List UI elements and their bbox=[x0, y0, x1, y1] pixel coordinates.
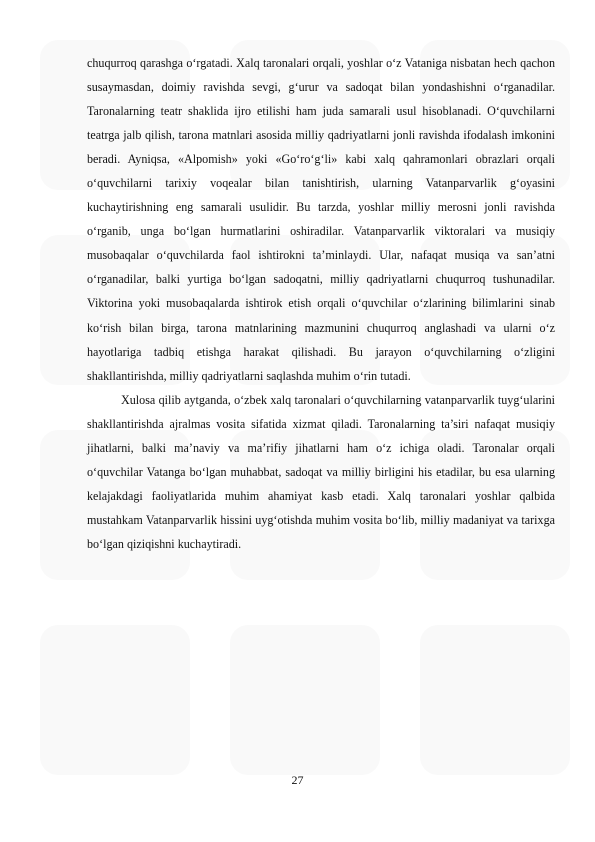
body-text bbox=[87, 51, 555, 556]
paragraph-continuation: chuqurroq qarashga o‘rgatadi. Xalq taronalari orqali, yoshlar o‘z Vataniga nisbatan hech qachon susaymasdan, doimiy ravishda sevgi, g‘urur va sadoqat bilan yondashishni o‘rganadilar. Taronalarning teatr shaklida ijro etilishi ham juda samarali usul hisoblanadi. O‘quvchilarni teatrga jalb qilish, tarona matnlari asosida milliy qadriyatlarni jonli ravishda ifodalash imkonini beradi. Ayniqsa, «Alpomish» yoki «Go‘ro‘g‘li» kabi xalq qahramonlari obrazlari orqali o‘quvchilarni tarixiy voqealar bilan tanishtirish, ularning Vatanparvarlik g‘oyasini kuchaytirishning eng samarali usulidir. Bu tarzda, yoshlar milliy merosni jonli ravishda o‘rganib, unga bo‘lgan hurmatlarini oshiradilar. Vatanparvarlik viktoralari va musiqiy musobaqalar o‘quvchilarda faol ishtirokni ta’minlaydi. Ular, nafaqat musiqa va san’atni o‘rganadilar, balki yurtiga bo‘lgan sadoqatni, milliy qadriyatlarni chuqurroq tushunadilar. Viktorina yoki musobaqalarda ishtirok etish orqali o‘quvchilar o‘zlarining bilimlarini sinab ko‘rish bilan birga, tarona matnlarining mazmunini chuqurroq anglashadi va ularni o‘z hayotlariga tadbiq etishga harakat qilishadi. Bu jarayon o‘quvchilarning o‘zligini shakllantirishda, milliy qadriyatlarni saqlashda muhim o‘rin tutadi. bbox=[87, 56, 555, 383]
watermark-tile bbox=[230, 625, 380, 775]
paragraph-conclusion: Xulosa qilib aytganda, o‘zbek xalq taronalari o‘quvchilarning vatanparvarlik tuyg‘ularini shakllantirishda ajralmas vosita sifatida xizmat qiladi. Taronalarning ta’siri nafaqat musiqiy jihatlarni, balki ma’naviy va ma’rifiy jihatlarni ham o‘z ichiga oladi. Taronalar orqali o‘quvchilar Vatanga bo‘lgan muhabbat, sadoqat va milliy birligini his etadilar, bu esa ularning kelajakdagi faoliyatlarida muhim ahamiyat kasb etadi. Xalq taronalari yoshlar qalbida mustahkam Vatanparvarlik hissini uyg‘otishda muhim vosita bo‘lib, milliy madaniyat va tarixga bo‘lgan qiziqishni kuchaytiradi. bbox=[87, 392, 555, 551]
watermark-tile bbox=[40, 625, 190, 775]
page-number: 27 bbox=[291, 773, 304, 787]
watermark-tile bbox=[420, 625, 570, 775]
